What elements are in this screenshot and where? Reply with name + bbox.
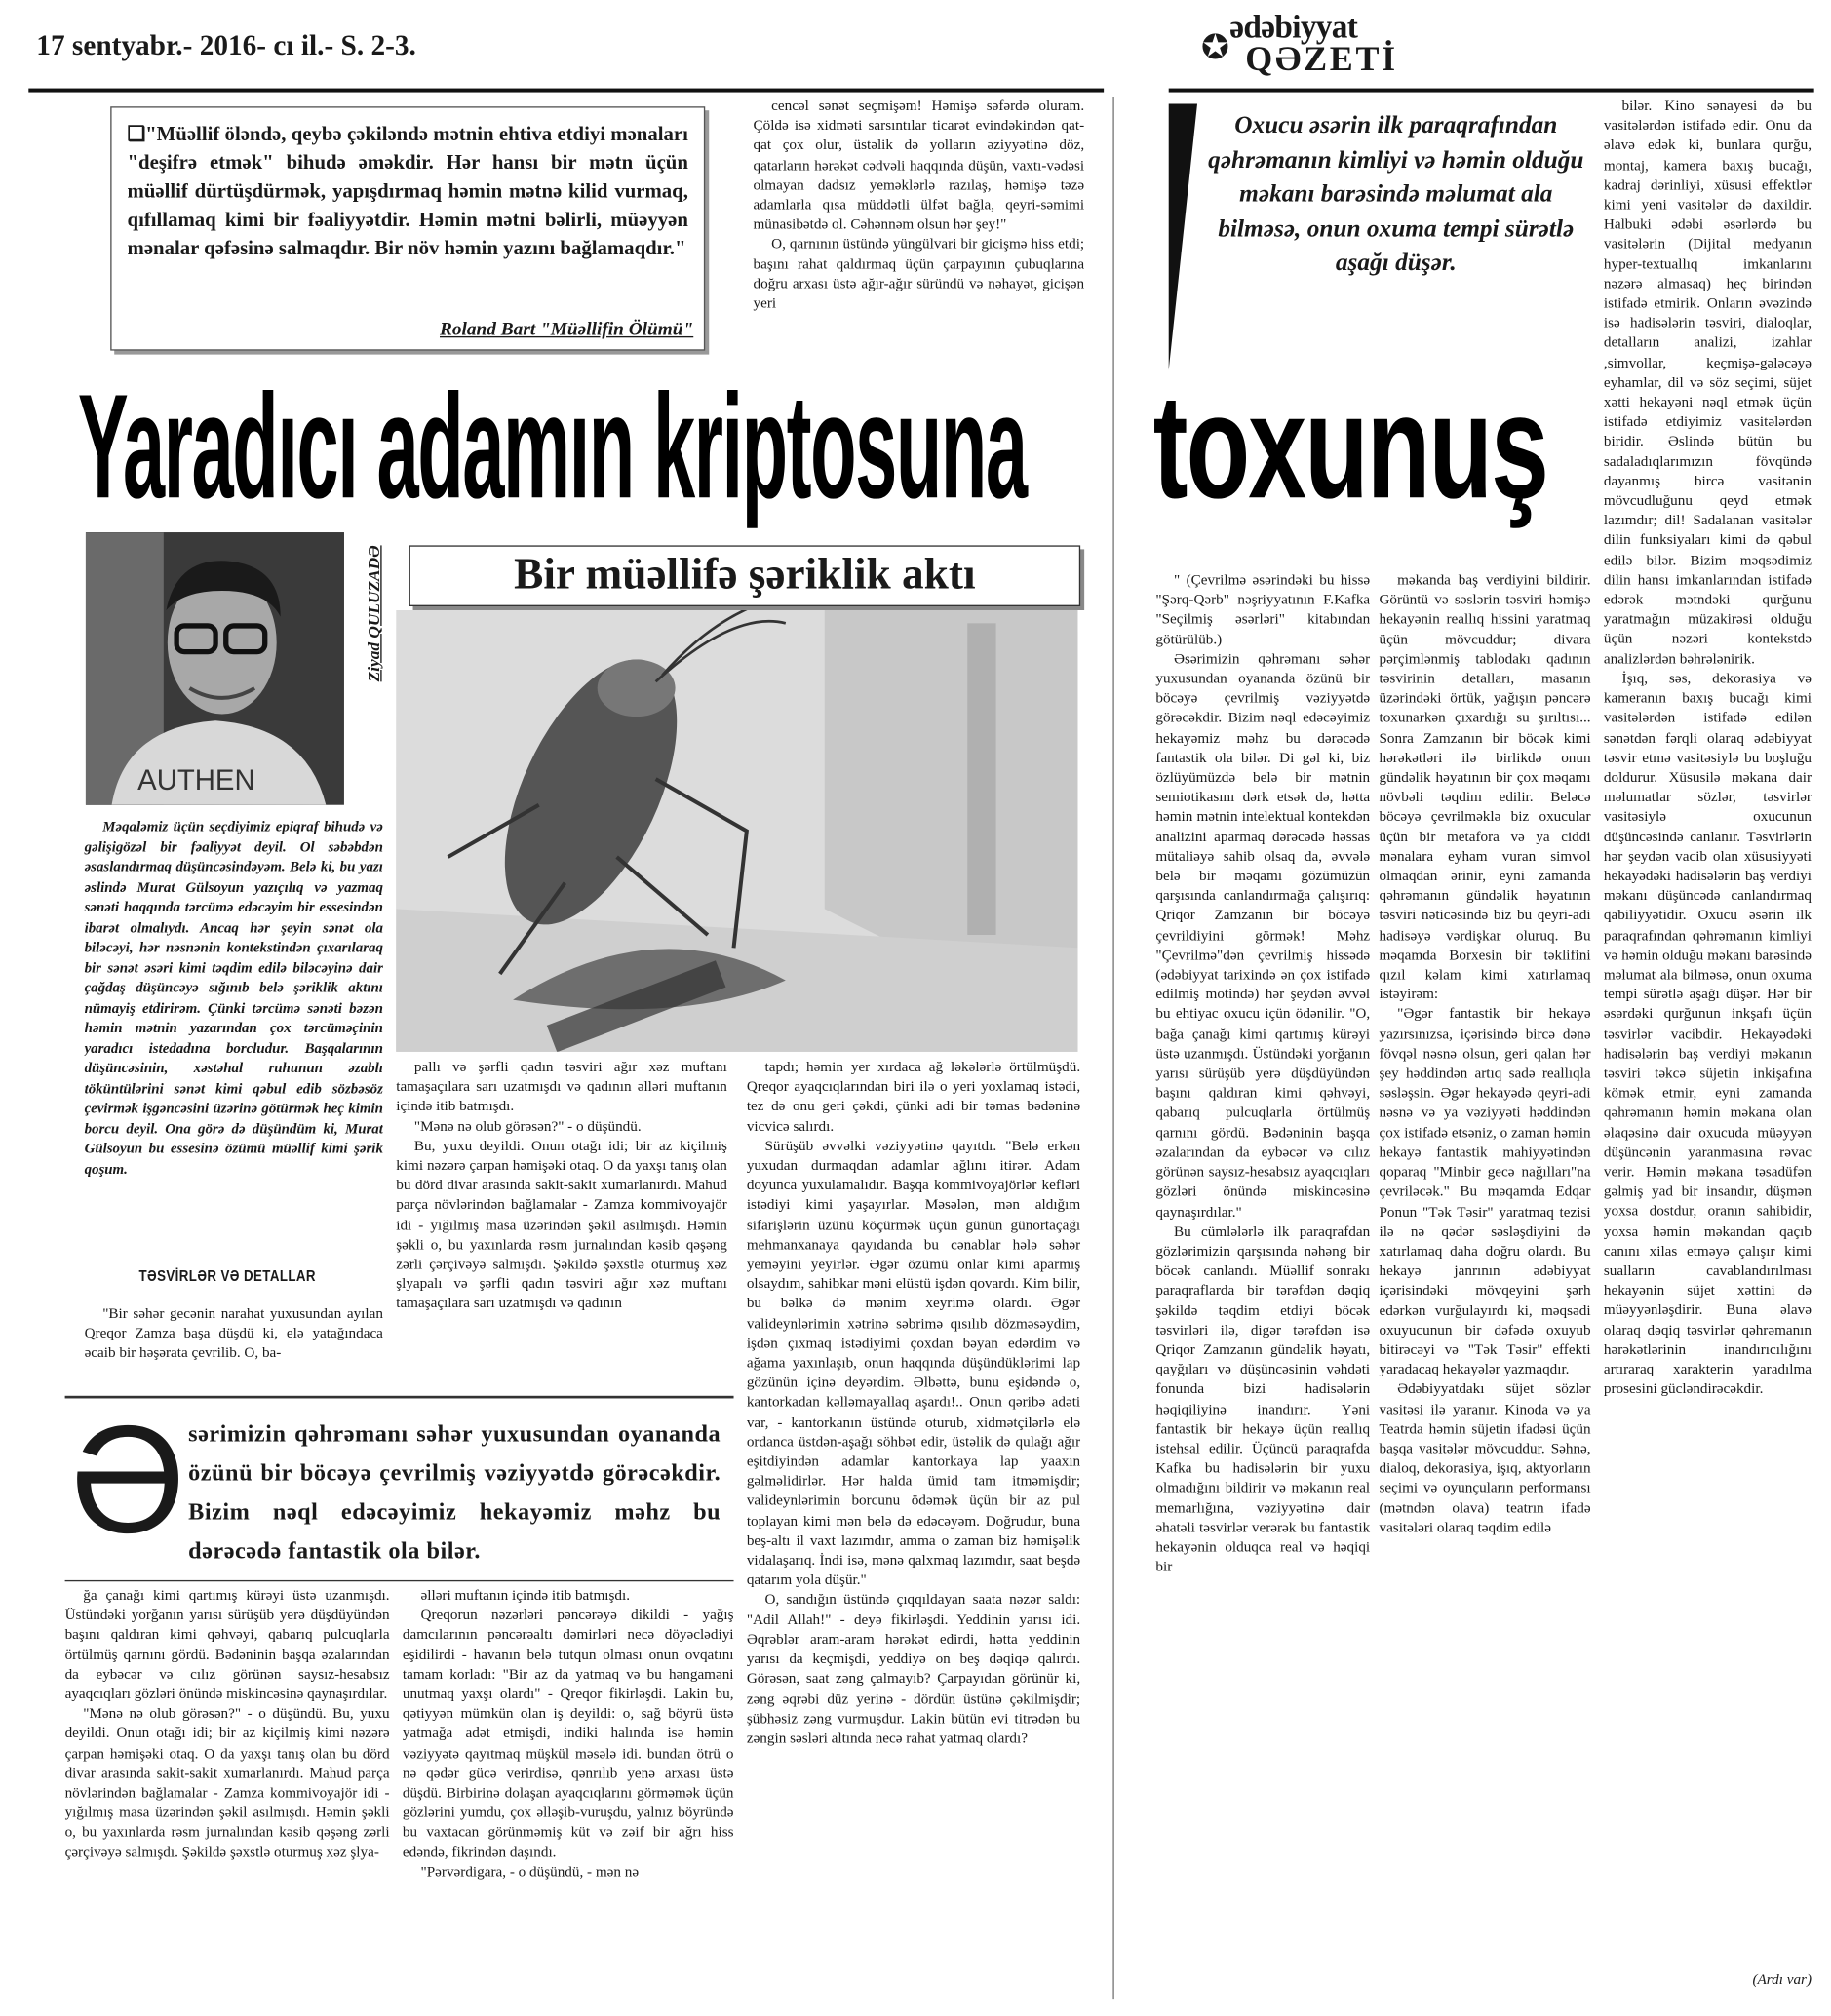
column-right-a bbox=[747, 1058, 1080, 1999]
column-page2-1 bbox=[1155, 571, 1370, 1999]
column-page2-3 bbox=[1604, 97, 1812, 1974]
paragraph: Sürüşüb əvvəlki vəziyyətinə qayıtdı. "Belə erkən yuxudan durmaqdan adamlar ağlını itirər. Adam doyunca yuxulamalıdır. Başqa kommivoyajörlər kefləri istədiyi kimi yaşayırlar. Məsələn, mən aldığım sifarişlərin üzünü köçürmək üçün günün günortaçağı mehmanxanaya qayıdanda bu cənablar hələ səhər yeməyini yeyirlər. Əgər özümü onlar kimi aparmış olsaydım, sahibkar məni elüstü işdən qovardı. Kim bilir, bu bəlkə də mənim xeyrimə olardı. Əgər valideynlərimin xətrinə səbrimə qısılıb dözməsəydim, işdən çıxmaq istədiyimi çoxdan bəyan edərdim və ağama yaxınlaşıb, onun haqqında düşündüklərimi lap gözünün içinə deyərdim. Əlbəttə, bunu eşidəndə o, kantorkadan kəlləmayallaq aşardı!.. Onun qəribə adəti var, - kantorkanın üstündə oturub, xidmətçilərlə elə ordanca üstdən-aşağı söhbət edir, üstəlik də qulağı ağır eşitdiyindən adamlar kantorkaya lap yaaxın gəlməlidirlər. Hər halda ümid tam itməmişdir; valideynlərimin borcunu ödəmək üçün bir az pul toplayan kimi mən belə də edəcəyəm. Doğrudur, buna beş-altı il vaxt lazımdır, amma o zaman biz həmişəlik vidalaşarıq. İndi isə, mənə qalxmaq lazımdır, saat beşdə qatarım yola düşür." bbox=[746, 1138, 1081, 1589]
pull-quote-text: Oxucu əsərin ilk paraqrafından qəhrəmanın kimliyi və həmin olduğu məkanı barəsində məlumat ala bilməsə, onun oxuma tempi sürətlə aşağı düşər. bbox=[1208, 111, 1584, 277]
column-bottom-2 bbox=[403, 1587, 734, 2000]
cockroach-illustration bbox=[396, 610, 1077, 1052]
intro-text bbox=[85, 818, 383, 1181]
paragraph: " (Çevrilmə əsərindəki bu hissə "Şərq-Qərb" nəşriyyatının F.Kafka "Seçilmiş əsərləri" kitabından götürülüb.) bbox=[1155, 572, 1371, 648]
newspaper-logo bbox=[1201, 11, 1422, 78]
callout-box bbox=[65, 1396, 734, 1581]
logo-line-1: ədəbiyyat bbox=[1229, 10, 1358, 46]
drop-cap: Ə bbox=[69, 1394, 186, 1567]
continued-note: (Ardı var) bbox=[1752, 1972, 1812, 1989]
paragraph: tapdı; həmin yer xırdaca ağ ləkələrlə örtülmüşdü. Qreqor ayaqcıqlarından biri ilə o yeri yoxlamaq istədi, tez də onu geri çəkdi, çünki adi bir təmas bədəninə vicvicə salırdı. bbox=[746, 1059, 1081, 1135]
paragraph: "Əgər fantastik bir hekayə yazırsınızsa, içərisində bircə dənə fövqəl nəsnə olsun, geri qalan hər şey həddindən artıq sadə reallıqla səsləşsin. Əgər hekayədə qeyri-adi nəsnə və ya vəziyyəti həddindən çox istifadə etsəniz, o zaman həmin hekayə fantastik mahiyyətindən qoparaq "Minbir gecə nağılları"na çevriləcək." Bu məqamda Edqar Ponun "Tək Təsir" yaratmaq tezisi ilə nə qədər səsləşdiyini də xatırlamaq daha doğru olardı. Bu hekayə janrının ədəbiyyat içərisindəki mövqeyini şərh edərkən vurğulayırdı ki, məqsədi oxuyucunun bir dəfədə oxuyub bitirəcəyi və "Tək Təsir" effekti yaradacaq hekayələr yazmaqdır. bbox=[1379, 1006, 1591, 1378]
epigraph-source: Roland Bart "Müəllifin Ölümü" bbox=[439, 319, 694, 340]
callout-text: sərimizin qəhrəmanı səhər yuxusundan oyananda özünü bir böcəyə çevrilmiş vəziyyətdə görəcəkdir. Bizim nəql edəcəyimiz hekayəmiz məhz bu dərəcədə fantastik ola bilər. bbox=[188, 1420, 721, 1564]
paragraph: Əsərimizin qəhrəmanı səhər yuxusundan oyananda özünü bir böcəyə çevrilmiş vəziyyətdə görəcəkdir. Bizim nəql edəcəyimiz hekayəmiz məhz bu dərəcədə fantastik ola bilər. Di gəl ki, biz özlüyümüzdə belə bir mətnin semiotikasını dərk etsək də, hətta həmin mətnin intelektual kontekdən analizini aparmaq dərəcədə həssas mütaliəyə sahib olsaq da, əvvələ belə bir məqamı gözümüzün qarşısında canlandırmağa çalışırıq: Qriqor Zamzanın bir böcəyə çevrildiyini görmək! Məhz "Çevrilmə"dən çevrilmiş hissədə (ədəbiyyat tarixində ən çox istifadə edilmiş motində) hər şeydən əvvəl bu ehtiyac oxucu içün ödənilir. "O, bağa çanağı kimi qartımış kürəyi üstə uzanmışdı. Üstündəki yorğanın yarısı sürüşüb yerə düşdüyündən başını qaldıran kimi qəhvəyi, qabarıq pulcuqlarla örtülmüş qarnını gördü. Bədəninin başqa əzalarından da eybəcər və cılız görünən saysız-hesabsız ayaqcıqları gözləri önündə miskincəsinə qaynaşırdılar." bbox=[1155, 651, 1371, 1221]
column-page2-2 bbox=[1379, 571, 1590, 1999]
shirt-text: AUTHEN bbox=[137, 763, 255, 796]
page-divider bbox=[1112, 97, 1113, 1999]
paragraph: bilər. Kino sənayesi də bu vasitələrdən istifadə edir. Onu da əlavə edək ki, bunlara qurğu, montaj, kamera baxış bucağı, kadraj dərinliyi, xüsusi effektlər kimi yeni vasitələr də daxildir. Halbuki ədəbi əsərlərdə bu vasitələrin (Dijital medyanın hyper-textuallıq imkanlarını nəzərə almasaq) heç birindən istifadə etmirik. Onların əvəzində isə hadisələrin təsviri, dialoqlar, detalların analizi, izahlar ,simvollar, keçmişə-gələcəyə eyhamlar, dil və söz seçimi, süjet xətti hekayəni nəql etmək üçün istifadə etdiyimiz vasitələrdən biridir. Əslində bütün bu sadaladıqlarımızın fövqündə dayanmış bircə vasitənin mövcudluğunu qeyd etmək lazımdır; dil! Sadalanan vasitələr dilin funksiyaları kimi də qəbul edilə bilər. Bizim məqsədimiz dilin hansı imkanlarından istifadə edərək mətndəki qurğunu yaratmağın müzakirəsi olduğu üçün nəzəri kontekstdə analizlərdən bəhrələnirik. bbox=[1603, 98, 1812, 668]
paragraph: Qreqorun nəzərləri pəncərəyə dikildi - yağış damcılarının pəncərəaltı dəmirləri necə döyəclədiyi eşidilirdi - havanın belə tutqun olması onun ovqatını tamam korladı: "Bir az da yatmaq və bu həngaməni unutmaq yaxşı olardı" - Qreqor fikirləşdi. Lakin bu, qətiyyən mümkün olan iş deyildi: o, sağ böyrü üstə yatmağa adət etmişdi, indiki halında isə həmin vəziyyətə qayıtmaq müşkül məsələ idi. bundan ötrü o nə qədər gücə verirdisə, qənrılıb yenə arxası üstə düşdü. Birbirinə dolaşan ayaqcıqlarını görməmək üçün gözlərini yumdu, çox əlləşib-vuruşdu, yalnız böyründə bu vaxtacan görünməmiş küt və zəif bir ağrı hiss edəndə, fikrindən daşındı. bbox=[402, 1608, 734, 1861]
headline-part-1: Yaradıcı adamın kriptosuna bbox=[77, 363, 1027, 529]
subtitle: Bir müəllifə şəriklik aktı bbox=[409, 545, 1081, 606]
author-photo bbox=[86, 532, 344, 805]
author-name: Ziyad QULUZADƏ bbox=[363, 545, 383, 682]
paragraph: O, qarnının üstündə yüngülvari bir gicişmə hiss etdi; başını rahat qaldırmaq üçün çarpayının çubuqlarına doğru arxası üstə ağır-ağır süründü və nəhayət, gicişən yeri bbox=[753, 236, 1085, 312]
epigraph-box bbox=[110, 106, 705, 350]
paragraph: Bu, yuxu deyildi. Onun otağı idi; bir az kiçilmiş kimi nəzərə çarpan həmişəki otaq. O da yaxşı tanış olan bu dörd divar arasında sakit-sakit xumarlanırdı. Mahud parça növlərindən bağlamalar - Zamza kommivoyajör idi - yığılmış masa üzərindən şəkil asılmışdı. Həmin şəkli o, bu yaxınlarda rəsm jurnalından kəsib qəşəng zərli çərçivəyə salmışdı. Şəkildə şəxstlə oturmuş xəz şlyapalı və şərfli qadın təsviri ağır xəz muftanı tamaşaçılara sarı uzatmışdı və qadının bbox=[396, 1138, 727, 1312]
paragraph: əlləri muftanın içində itib batmışdı. bbox=[420, 1587, 630, 1604]
paragraph: "Pərvərdigara, - o düşündü, - mən nə bbox=[420, 1864, 640, 1880]
paragraph: "Mənə nə olub görəsən?" - o düşündü. Bu, yuxu deyildi. Onun otağı idi; bir az kiçilmiş kimi nəzərə çarpan həmişəki otaq. O da yaxşı tanış olan bu dörd divar arasında sakit-sakit xumarlanırdı. Mahud parça növlərindən bağlamalar - Zamza kommivoyajör idi - yığılmış masa üzərindən şəkil asılmışdı. Həmin şəkli o, bu yaxınlarda rəsm jurnalından kəsib qəşəng zərli çərçivəyə salmışdı. Şəkildə şəxstlə oturmuş xəz şlya- bbox=[64, 1706, 390, 1861]
top-rule-left bbox=[28, 89, 1104, 93]
column-bottom-1 bbox=[65, 1587, 390, 2000]
paragraph: O, sandığın üstündə çıqqıldayan saata nəzər saldı: "Adil Allah!" - deyə fikirləşdi. Yeddinin yarısı idi. Əqrəblər aram-aram hərəkət edirdi, hətta yeddinin yarısı da keçmişdi, yeddiyə on beş dəqiqə qalırdı. Görəsən, saat zəng çalmayıb? Çarpayıdan görünür ki, zəng əqrəbi düz yerinə - dördün üstünə çəkilmişdir; şübhəsiz zəng vurmuşdur. Lakin bütün evi titrədən bu zəngin səsləri altında necə rahat yatmaq olardı? bbox=[746, 1592, 1081, 1747]
paragraph: "Mənə nə olub görəsən?" - o düşündü. bbox=[413, 1118, 642, 1135]
author-byline bbox=[340, 545, 383, 792]
epigraph-text: ❑"Müəllif öləndə, qeybə çəkiləndə mətnin ehtiva etdiyi mənaları "deşifrə etmək" bihudə əməkdir. Hər hansı bir mətn üçün müəllif dürtüşdürmək, yapışdırmaq həmin mətnə kilid vurmaq, qıfıllamaq kimi bir fəaliyyətdir. Həmin mətni bəlirli, müəyyən mənalar qəfəsinə salmaqdır. Bir növ həmin yazını bağlamaqdır." bbox=[127, 123, 688, 260]
column-middle-a bbox=[396, 1058, 727, 1385]
star-emblem-icon: ✪ bbox=[1201, 28, 1230, 66]
column-left-a bbox=[85, 1305, 383, 1386]
column-top-middle bbox=[754, 97, 1085, 372]
paragraph: Məqaləmiz üçün seçdiyimiz epiqraf bihudə və gəlişigözəl bir fəaliyyət deyil. Ol səbəbdən əsaslandırmaq düşüncəsindəyəm. Belə ki, bu yazı əslində Murat Gülsoyun yazıçılıq və yazmaq sənəti haqqında tərcümə edəcəyim bir essesindən ibarət olmalıydı. Ancaq hər şeyin sənət ola biləcəyi, hər nəsnənin kontekstindən çıxarılaraq bir sənət əsəri kimi təqdim edilə biləcəyinə dair çağdaş düşüncəyə sığınıb belə şəriklik aktını nümayiş etdirirəm. Çünki tərcümə sənəti bəzən həmin mətnin yazarından çox tərcüməçinin yaradıcı istedadına borcludur. Başqalarının düşüncəsinin, xəstəhal ruhunun əzablı töküntülərini sənət kimi qəbul edib sözbəsöz çevirmək işgəncəsini üzərinə götürmək heç kimin borcu deyil. Ona görə də düşündüm ki, Murat Gülsoyun bu essesinə özümü müəllif kimi şərik qoşum. bbox=[84, 819, 383, 1178]
pull-quote-box bbox=[1169, 104, 1591, 370]
paragraph: məkanda baş verdiyini bildirir. Görüntü və səslərin təsviri həmişə hekayənin reallıq hissini yaratmaq üçün mövcuddur; divara pərçimlənmiş tablodakı qadının təsvirinin detalları, masanın üzərindəki örtük, yağışın pəncərə toxunarkən çıxardığı su şırıltısı... Sonra Zamzanın bir böcək kimi hərəkətləri ilə birlikdə onun gündəlik həyatının bir çox məqamı növbəli təqdim edilir. Beləcə böcəyə çevrilməklə biz oxucular üçün bir metafora və ya ciddi mənalara eyham vuran simvol olmaqdan ərinir, eyni zamanda qəhrəmanın gündəlik həyatının təsviri nəticəsində biz bu qeyri-adi hadisəyə vərdişkar oluruq. Bu məqamda Borxesin bir təklifini qızıl kəlam kimi xatırlamaq istəyirəm: bbox=[1379, 572, 1591, 1003]
paragraph: İşıq, səs, dekorasiya və kameranın baxış bucağı kimi vasitələrdən istifadə edilən sənətdən fərqli olaraq ədəbiyyat təsvir etmə vasitəsiylə bu boşluğu doldurur. Xüsusilə məkana dair məlumatlar sözlər, təsvirlər vasitəsiylə oxucunun düşüncəsində canlanır. Təsvirlərin hər şeydən vacib olan xüsusiyyəti hekayədəki hadisələrin baş verdiyi məkanı düşüncədə canlandırmaq qabiliyyətidir. Oxucu əsərin ilk paraqrafından qəhrəmanın kimliyi və həmin olduğu məkanı barəsində məlumat ala bilməsə, onun oxuma tempi sürətlə aşağı düşər. Hər bir əsərdəki qurğunun inkşafı üçün təsvirlər vacibdir. Hekayədəki hadisələrin baş verdiyi məkanın təsviri təkcə süjetin inkişafına kömək etmir, eyni zamanda qəhrəmanın həmin məkana olan əlaqəsinə dair oxucuda müəyyən düşüncənin yaranmasına rəvac verir. Həmin məkana təsadüfən gəlmiş yad bir insandır, düşmən yoxsa dostdur, oranın sahibidir, yoxsa həmin məkandan qaçıb canını xilas etməyə çalışır kimi sualların cavablandırılması hekayənin süjet xəttini də müəyyənləşdirir. Buna əlavə olaraq dəqiq təsvirlər qəhrəmanın hərəkətlərinin inandırıcılığını artıraraq xarakterin yaradılma prosesini gücləndirəcəkdir. bbox=[1603, 671, 1812, 1398]
paragraph: Bu cümlələrlə ilk paraqrafdan gözlərimizin qarşısında nəhəng bir böcək canlandı. Müəllif sonrakı paraqraflarda bir tərəfdən dəqiq şəkildə təqdim etdiyi böcək təsvirləri ilə, digər tərəfdən isə Qriqor Zamzanın gündəlik həyatı, qayğıları və düşüncəsinin vəhdəti fonunda bizi hadisələrin həqiqiliyinə inandırır. Yəni fantastik bir hekayə üçün reallıq istehsal edilir. Üçüncü paraqrafda Kafka bu hadisələrin bir yuxu olmadığını bildirir və məkanın real memarlığına, vəziyyətinə dair əhatəli təsvirlər verərək bu fantastik hekayənin olduqca real və həqiqi bir bbox=[1155, 1223, 1371, 1575]
paragraph: ğa çanağı kimi qartımış kürəyi üstə uzanmışdı. Üstündəki yorğanın yarısı sürüşüb yerə düşdüyündən başını qaldıran kimi qəhvəyi, qabarıq pulcuqlarla örtülmüş qarnını gördü. Bədəninin başqa əzalarından da eybəcər və cılız görünən saysız-hesabsız ayaqcıqları gözləri önündə miskincəsinə qaynaşırdılar. bbox=[64, 1587, 390, 1703]
issue-date: 17 sentyabr.- 2016- cı il.- S. 2-3. bbox=[36, 28, 416, 61]
paragraph: pallı və şərfli qadın təsviri ağır xəz muftanı tamaşaçılara sarı uzatmışdı və qadının əlləri muftanın içində itib batmışdı. bbox=[396, 1059, 727, 1115]
paragraph: "Bir səhər gecənin narahat yuxusundan ayılan Qreqor Zamza başa düşdü ki, elə yatağındaca əcaib bir həşərata çevrilib. O, ba- bbox=[84, 1305, 383, 1362]
logo-line-2: QƏZETİ bbox=[1245, 38, 1398, 78]
paragraph: cencəl sənət seçmişəm! Həmişə səfərdə oluram. Çöldə isə xidməti sarsıntılar ticarət evindəkindən qat-qat çox olur, üstəlik də yolların əziyyətinə döz, qatarların hərəkət cədvəli haqqında düşün, vaxtı-vədəsi olmayan dadsız yeməklərlə razılaş, həmişə təzə adamlarla qısa müddətli ülfət bağla, qeyri-səmimi münasibətdə ol. Cəhənnəm olsun hər şey!" bbox=[753, 98, 1085, 233]
headline-part-2: toxunuş bbox=[1152, 363, 1547, 529]
section-heading: TƏSVİRLƏR VƏ DETALLAR bbox=[138, 1268, 316, 1286]
paragraph: Ədəbiyyatdakı süjet sözlər vasitəsi ilə yaranır. Kinoda və ya Teatrda həmin süjetin ifadəsi üçün başqa vasitələr mövcuddur. Səhnə, dialoq, dekorasiya, işıq, aktyorların seçimi və oyunçuların performansı (mətndən olava) teatrın ifadə vasitələri olaraq təqdim edilə bbox=[1379, 1381, 1591, 1536]
top-rule-right bbox=[1169, 89, 1814, 93]
triangle-decoration bbox=[1169, 104, 1197, 370]
